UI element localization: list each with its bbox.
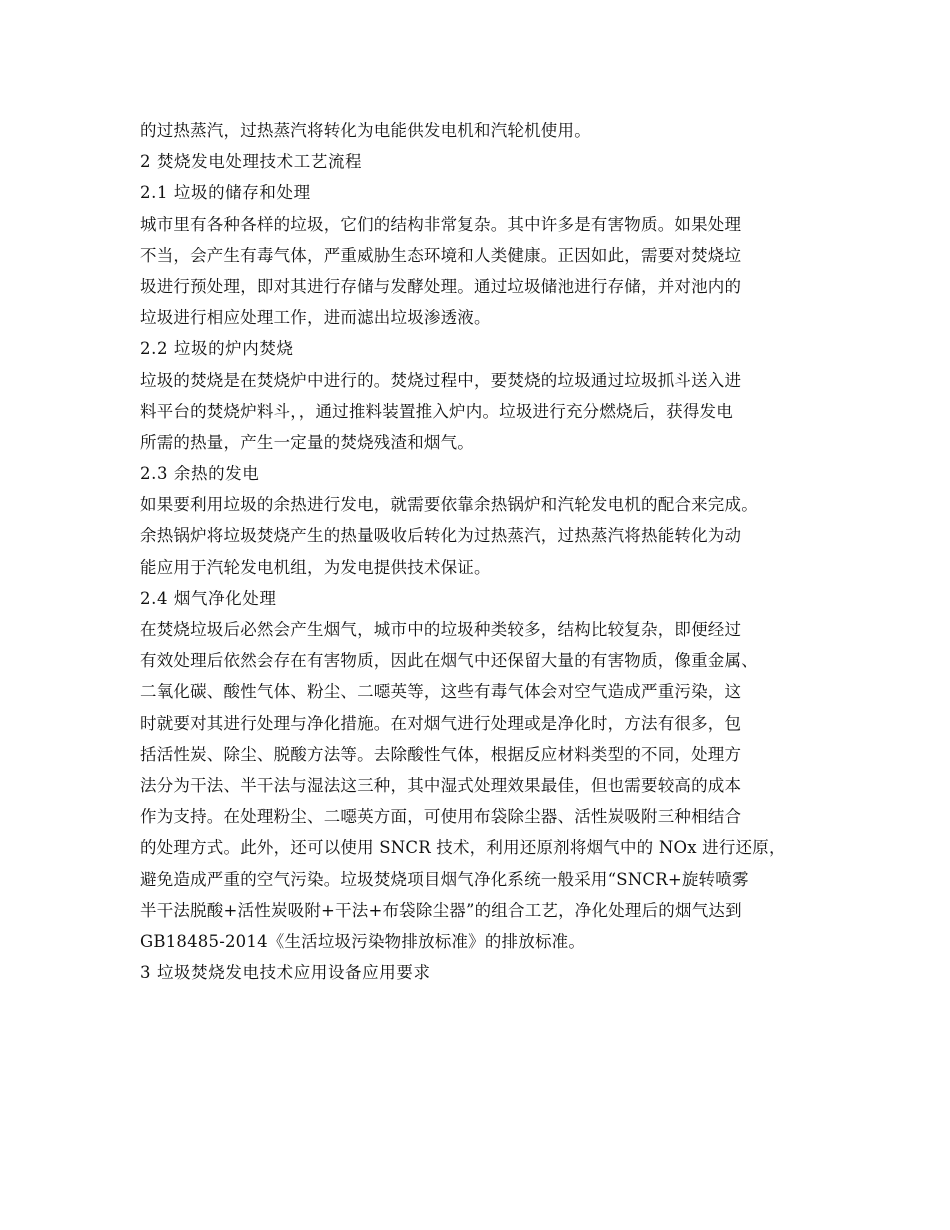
paragraph-line: 避免造成严重的空气污染。垃圾焚烧项目烟气净化系统一般采用“SNCR+旋转喷雾 [140,869,749,889]
paragraph-line: 不当，会产生有毒气体，严重威胁生态环境和人类健康。正因如此，需要对焚烧垃 [140,245,742,265]
paragraph-line: 法分为干法、半干法与湿法这三种，其中湿式处理效果最佳，但也需要较高的成本 [140,775,742,795]
paragraph-line: 二氧化碳、酸性气体、粉尘、二噁英等，这些有毒气体会对空气造成严重污染，这 [140,682,742,702]
subsection-heading: 2.1 垃圾的储存和处理 [140,183,311,203]
paragraph-line: 的处理方式。此外，还可以使用 SNCR 技术，利用还原剂将烟气中的 NOx 进行还原， [140,838,786,858]
paragraph-line: 能应用于汽轮发电机组，为发电提供技术保证。 [140,557,491,577]
section-heading: 2 焚烧发电处理技术工艺流程 [140,152,363,172]
paragraph-line: 的过热蒸汽，过热蒸汽将转化为电能供发电机和汽轮机使用。 [140,121,591,140]
document-body [140,115,820,988]
paragraph-line: 城市里有各种各样的垃圾，它们的结构非常复杂。其中许多是有害物质。如果处理 [140,214,742,234]
subsection-heading: 2.4 烟气净化处理 [140,588,277,608]
subsection-heading: 2.3 余热的发电 [140,464,260,484]
paragraph-line: 时就要对其进行处理与净化措施。在对烟气进行处理或是净化时，方法有很多，包 [140,713,742,733]
paragraph-line: GB18485-2014《生活垃圾污染物排放标准》的排放标准。 [140,931,586,951]
paragraph-line: 余热锅炉将垃圾焚烧产生的热量吸收后转化为过热蒸汽，过热蒸汽将热能转化为动 [140,526,742,546]
section-heading: 3 垃圾焚烧发电技术应用设备应用要求 [140,963,431,983]
paragraph-line: 圾进行预处理，即对其进行存储与发酵处理。通过垃圾储池进行存储，并对池内的 [140,276,742,296]
paragraph-line: 垃圾的焚烧是在焚烧炉中进行的。焚烧过程中，要焚烧的垃圾通过垃圾抓斗送入进 [140,370,742,390]
paragraph-line: 作为支持。在处理粉尘、二噁英方面，可使用布袋除尘器、活性炭吸附三种相结合 [140,807,742,827]
paragraph-line: 所需的热量，产生一定量的焚烧残渣和烟气。 [140,432,474,452]
paragraph-line: 如果要利用垃圾的余热进行发电，就需要依靠余热锅炉和汽轮发电机的配合来完成。 [140,495,758,515]
paragraph-line: 括活性炭、除尘、脱酸方法等。去除酸性气体，根据反应材料类型的不同，处理方 [140,744,742,764]
subsection-heading: 2.2 垃圾的炉内焚烧 [140,339,294,359]
paragraph-line: 半干法脱酸+活性炭吸附+干法+布袋除尘器”的组合工艺，净化处理后的烟气达到 [140,900,742,920]
paragraph-line: 在焚烧垃圾后必然会产生烟气，城市中的垃圾种类较多，结构比较复杂，即便经过 [140,620,742,639]
paragraph-line: 垃圾进行相应处理工作，进而滤出垃圾渗透液。 [140,308,491,328]
paragraph-line: 料平台的焚烧炉料斗，，通过推料装置推入炉内。垃圾进行充分燃烧后，获得发电 [140,401,733,421]
paragraph-line: 有效处理后依然会存在有害物质，因此在烟气中还保留大量的有害物质，像重金属、 [140,651,758,671]
